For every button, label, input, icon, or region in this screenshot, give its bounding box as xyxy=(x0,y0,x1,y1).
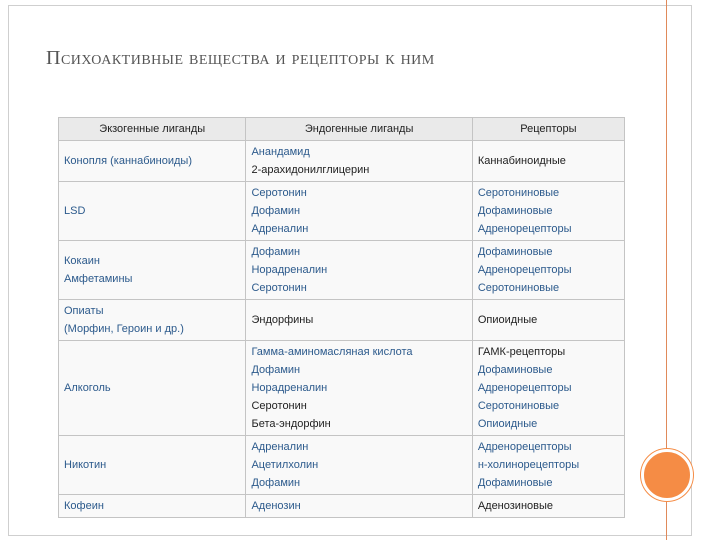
table-row xyxy=(59,300,625,341)
cell-endogenous xyxy=(246,436,472,495)
endogenous-line: Дофамин xyxy=(251,205,301,217)
table-row xyxy=(59,182,625,241)
endogenous-line: Серотонин xyxy=(251,187,307,199)
table-row xyxy=(59,495,625,518)
cell-endogenous xyxy=(246,300,472,341)
header-receptors: Рецепторы xyxy=(472,118,624,141)
cell-exogenous xyxy=(59,182,246,241)
cell-exogenous xyxy=(59,300,246,341)
table-row xyxy=(59,241,625,300)
endogenous-line: Дофамин xyxy=(251,364,301,376)
endogenous-line: Ацетилхолин xyxy=(251,459,319,471)
endogenous-line: 2-арахидонилглицерин xyxy=(251,164,370,176)
endogenous-line: Серотонин xyxy=(251,400,307,412)
endogenous-line: Адреналин xyxy=(251,441,309,453)
exogenous-line: Конопля (каннабиноиды) xyxy=(64,155,192,167)
table-header-row xyxy=(59,118,625,141)
table-body xyxy=(59,141,625,518)
receptors-line: Серотониновые xyxy=(477,400,560,412)
endogenous-line: Серотонин xyxy=(251,282,307,294)
exogenous-line: Кофеин xyxy=(64,500,104,512)
cell-exogenous xyxy=(59,436,246,495)
cell-receptors xyxy=(472,495,624,518)
receptors-line: Опиоидные xyxy=(477,418,538,430)
receptors-line: Дофаминовые xyxy=(477,246,553,258)
endogenous-line: Норадреналин xyxy=(251,382,328,394)
receptors-line: Опиоидные xyxy=(477,314,538,326)
receptors-line: Серотониновые xyxy=(477,282,560,294)
cell-endogenous xyxy=(246,341,472,436)
cell-exogenous xyxy=(59,341,246,436)
endogenous-line: Анандамид xyxy=(251,146,310,158)
receptors-line: Дофаминовые xyxy=(477,205,553,217)
cell-receptors xyxy=(472,141,624,182)
receptors-line: Дофаминовые xyxy=(477,477,553,489)
slide-title xyxy=(46,38,646,78)
endogenous-line: Адреналин xyxy=(251,223,309,235)
cell-endogenous xyxy=(246,495,472,518)
cell-endogenous xyxy=(246,241,472,300)
header-endogenous: Эндогенные лиганды xyxy=(246,118,472,141)
receptors-line: Аденозиновые xyxy=(477,500,554,512)
endogenous-line: Дофамин xyxy=(251,246,301,258)
cell-endogenous xyxy=(246,182,472,241)
cell-exogenous xyxy=(59,241,246,300)
slide-title-text: Психоактивные вещества и рецепторы к ним xyxy=(46,47,435,69)
cell-receptors xyxy=(472,182,624,241)
receptors-line: Каннабиноидные xyxy=(477,155,566,167)
receptors-line: Адренорецепторы xyxy=(477,382,572,394)
ligand-receptor-table xyxy=(58,117,625,518)
receptors-line: н-холинорецепторы xyxy=(477,459,580,471)
receptors-line: Адренорецепторы xyxy=(477,441,572,453)
exogenous-line: Никотин xyxy=(64,459,107,471)
table-row xyxy=(59,141,625,182)
accent-circle xyxy=(641,449,693,501)
exogenous-line: Амфетамины xyxy=(64,273,133,285)
cell-receptors xyxy=(472,300,624,341)
receptors-line: ГАМК-рецепторы xyxy=(477,346,566,358)
cell-receptors xyxy=(472,341,624,436)
cell-endogenous xyxy=(246,141,472,182)
endogenous-line: Гамма-аминомасляная кислота xyxy=(251,346,413,358)
exogenous-line: Алкоголь xyxy=(64,382,111,394)
exogenous-line: LSD xyxy=(64,205,86,217)
endogenous-line: Бета-эндорфин xyxy=(251,418,331,430)
table-row xyxy=(59,436,625,495)
receptors-line: Серотониновые xyxy=(477,187,560,199)
cell-exogenous xyxy=(59,495,246,518)
exogenous-line: (Морфин, Героин и др.) xyxy=(64,323,184,335)
receptors-line: Адренорецепторы xyxy=(477,264,572,276)
cell-receptors xyxy=(472,241,624,300)
exogenous-line: Опиаты xyxy=(64,305,104,317)
cell-receptors xyxy=(472,436,624,495)
receptors-line: Дофаминовые xyxy=(477,364,553,376)
endogenous-line: Норадреналин xyxy=(251,264,328,276)
endogenous-line: Дофамин xyxy=(251,477,301,489)
cell-exogenous xyxy=(59,141,246,182)
endogenous-line: Аденозин xyxy=(251,500,301,512)
receptors-line: Адренорецепторы xyxy=(477,223,572,235)
table-row xyxy=(59,341,625,436)
exogenous-line: Кокаин xyxy=(64,255,100,267)
endogenous-line: Эндорфины xyxy=(251,314,314,326)
header-exogenous: Экзогенные лиганды xyxy=(59,118,246,141)
